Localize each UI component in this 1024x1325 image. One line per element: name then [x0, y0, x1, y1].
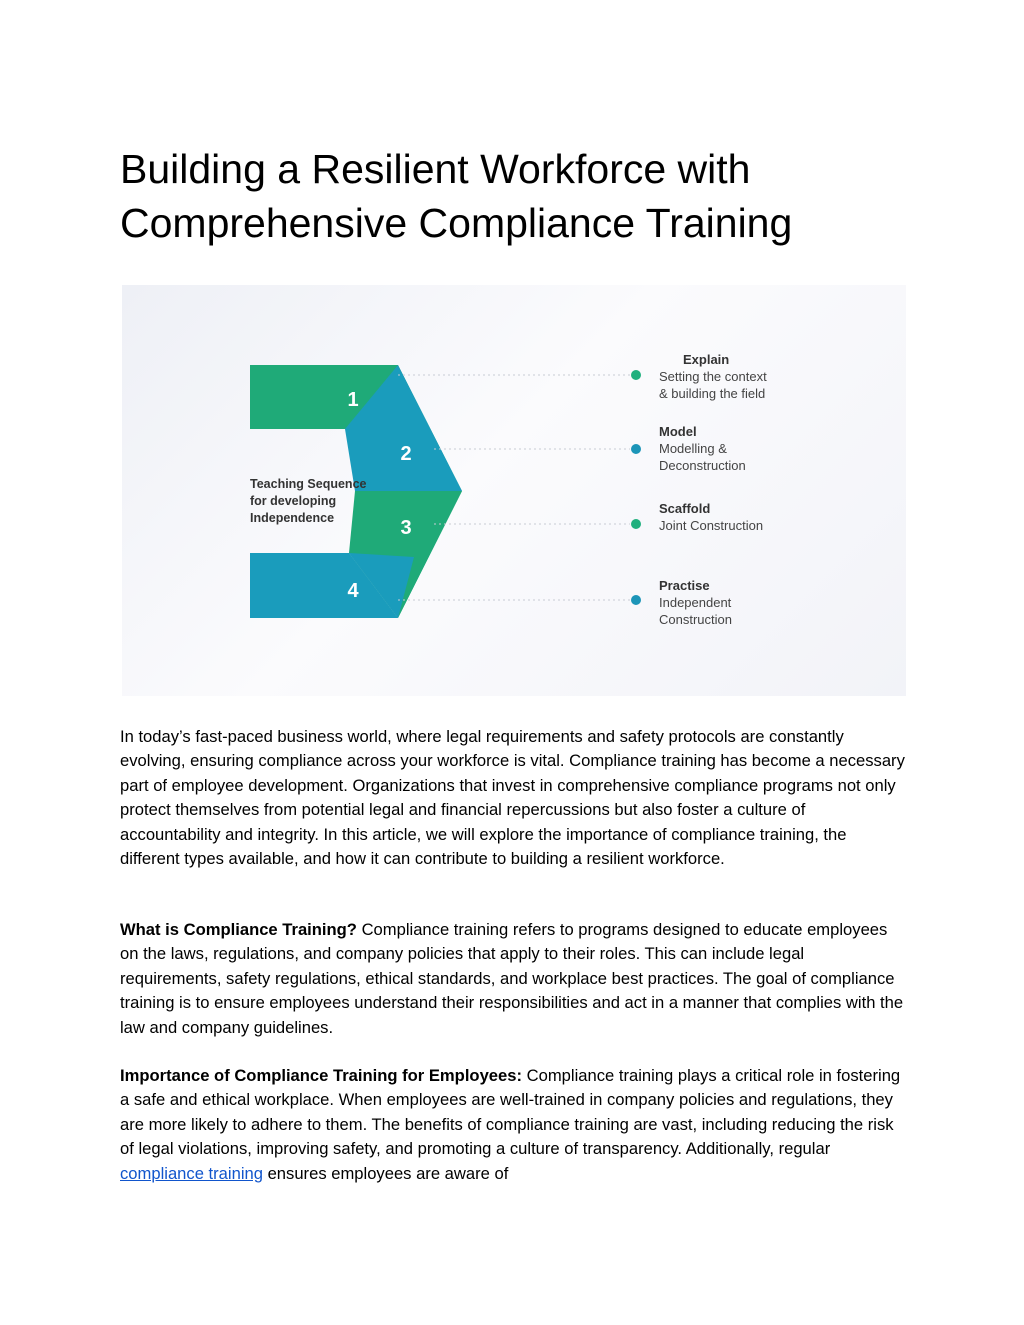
dot-4 [631, 595, 641, 605]
step-desc-1b: & building the field [659, 386, 766, 401]
what-is-paragraph [120, 918, 910, 1040]
step-title-3: Scaffold [659, 501, 711, 516]
page-title [120, 142, 920, 250]
what-is-heading: What is Compliance Training? [120, 920, 357, 939]
step-number-4: 4 [347, 580, 359, 602]
dot-1 [631, 370, 641, 380]
center-label-line-1: Teaching Sequence [250, 477, 367, 491]
importance-tail: ensures employees are aware of [262, 1163, 509, 1183]
title-line-1: Building a Resilient Workforce with [120, 146, 751, 192]
title-line-2: Comprehensive Compliance Training [120, 200, 793, 246]
center-label-line-2: for developing [250, 494, 337, 508]
importance-heading: Importance of Compliance Training for Employees: [120, 1066, 523, 1085]
step-title-2: Model [659, 424, 697, 439]
step-desc-2b: Deconstruction [659, 458, 746, 473]
step-desc-4b: Construction [659, 612, 732, 627]
step-desc-4a: Independent [659, 595, 732, 610]
step-desc-1a: Setting the context [659, 369, 767, 384]
step-desc-2a: Modelling & [659, 441, 727, 456]
importance-body: Compliance training plays a critical role in fostering a safe and ethical workplace. When employees are well-trained in company policies and regulations, they are more likely to adhere to them. The benefits of compliance training are vast, including reducing the risk of legal violations, improving safety, and promoting a culture of transparency. Additionally, regular [120, 1066, 901, 1159]
step-number-1: 1 [347, 389, 359, 411]
what-is-body: Compliance training refers to programs designed to educate employees on the laws, regulations, and company policies that apply to their roles. This can include legal requirements, safety regulations, ethical standards, and workplace best practices. The goal of compliance training is to ensure employees understand their responsibilities and act in a manner that complies with the law and company guidelines. [120, 920, 904, 1037]
center-label-line-3: Independence [250, 511, 335, 525]
infographic-svg [122, 285, 906, 696]
step-desc-3a: Joint Construction [659, 518, 764, 533]
importance-paragraph [120, 1064, 910, 1186]
step-title-4: Practise [659, 578, 710, 593]
dot-3 [631, 519, 641, 529]
step-title-1: Explain [683, 352, 730, 367]
step-number-3: 3 [400, 517, 412, 539]
teaching-sequence-infographic [122, 285, 906, 696]
compliance-training-link[interactable]: compliance training [120, 1163, 263, 1183]
intro-paragraph: In today’s fast-paced business world, where legal requirements and safety protocols are constantly evolving, ensuring compliance across your workforce is vital. Compliance training has become a necessary part of employee development. Organizations that invest in comprehensive compliance programs not only protect themselves from potential legal and financial repercussions but also foster a culture of accountability and integrity. In this article, we will explore the importance of compliance training, the different types available, and how it can contribute to building a resilient workforce. [120, 727, 905, 869]
dot-2 [631, 444, 641, 454]
step-number-2: 2 [400, 443, 412, 465]
